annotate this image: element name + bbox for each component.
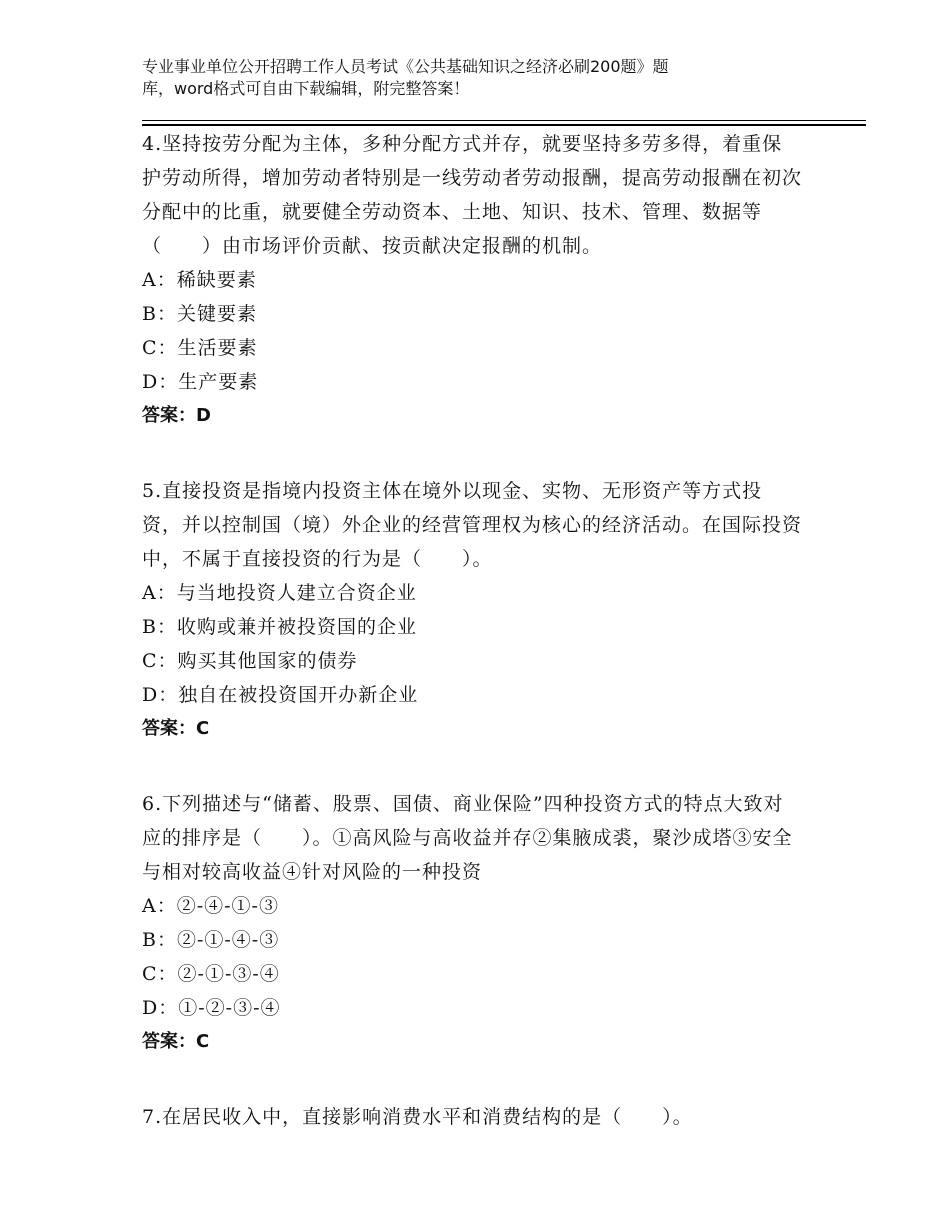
question-5 (142, 473, 802, 746)
option-b: B：关键要素 (142, 303, 257, 325)
question-list (142, 126, 802, 1134)
option-a: A：②-④-①-③ (142, 895, 279, 917)
option-b: B：收购或兼并被投资国的企业 (142, 616, 417, 638)
header-line-2: 库，word格式可自由下载编辑，附完整答案！ (142, 79, 470, 98)
document-header (142, 56, 782, 100)
spacer (142, 433, 802, 473)
option-c: C：购买其他国家的债券 (142, 650, 358, 672)
spacer (142, 1059, 802, 1099)
question-stem: 7.在居民收入中，直接影响消费水平和消费结构的是（ ）。 (142, 1106, 693, 1128)
option-c: C：生活要素 (142, 337, 258, 359)
option-c: C：②-①-③-④ (142, 963, 280, 985)
question-stem: 6.下列描述与“储蓄、股票、国债、商业保险”四种投资方式的特点大致对应的排序是（ ）。①高风险与高收益并存②集腋成裘，聚沙成塔③安全与相对较高收益④针对风险的一种投资 (142, 793, 793, 883)
option-a: A：与当地投资人建立合资企业 (142, 582, 417, 604)
question-stem: 5.直接投资是指境内投资主体在境外以现金、实物、无形资产等方式投资，并以控制国（境）外企业的经营管理权为核心的经济活动。在国际投资中，不属于直接投资的行为是（ ）。 (142, 480, 803, 570)
answer: 答案：D (142, 405, 211, 426)
option-b: B：②-①-④-③ (142, 929, 280, 951)
option-d: D：①-②-③-④ (142, 997, 281, 1019)
header-rule-thin (142, 120, 866, 121)
option-d: D：独自在被投资国开办新企业 (142, 684, 419, 706)
question-stem: 4.坚持按劳分配为主体，多种分配方式并存，就要坚持多劳多得，着重保护劳动所得，增加劳动者特别是一线劳动者劳动报酬，提高劳动报酬在初次分配中的比重，就要健全劳动资本、土地、知识、技术、管理、数据等（ ）由市场评价贡献、按贡献决定报酬的机制。 (142, 133, 803, 257)
answer: 答案：C (142, 718, 210, 739)
option-d: D：生产要素 (142, 371, 259, 393)
spacer (142, 746, 802, 786)
question-7 (142, 1099, 802, 1134)
question-6 (142, 786, 802, 1059)
header-line-1: 专业事业单位公开招聘工作人员考试《公共基础知识之经济必刷200题》题 (142, 57, 669, 76)
option-a: A：稀缺要素 (142, 269, 257, 291)
answer: 答案：C (142, 1031, 210, 1052)
question-4 (142, 126, 802, 433)
